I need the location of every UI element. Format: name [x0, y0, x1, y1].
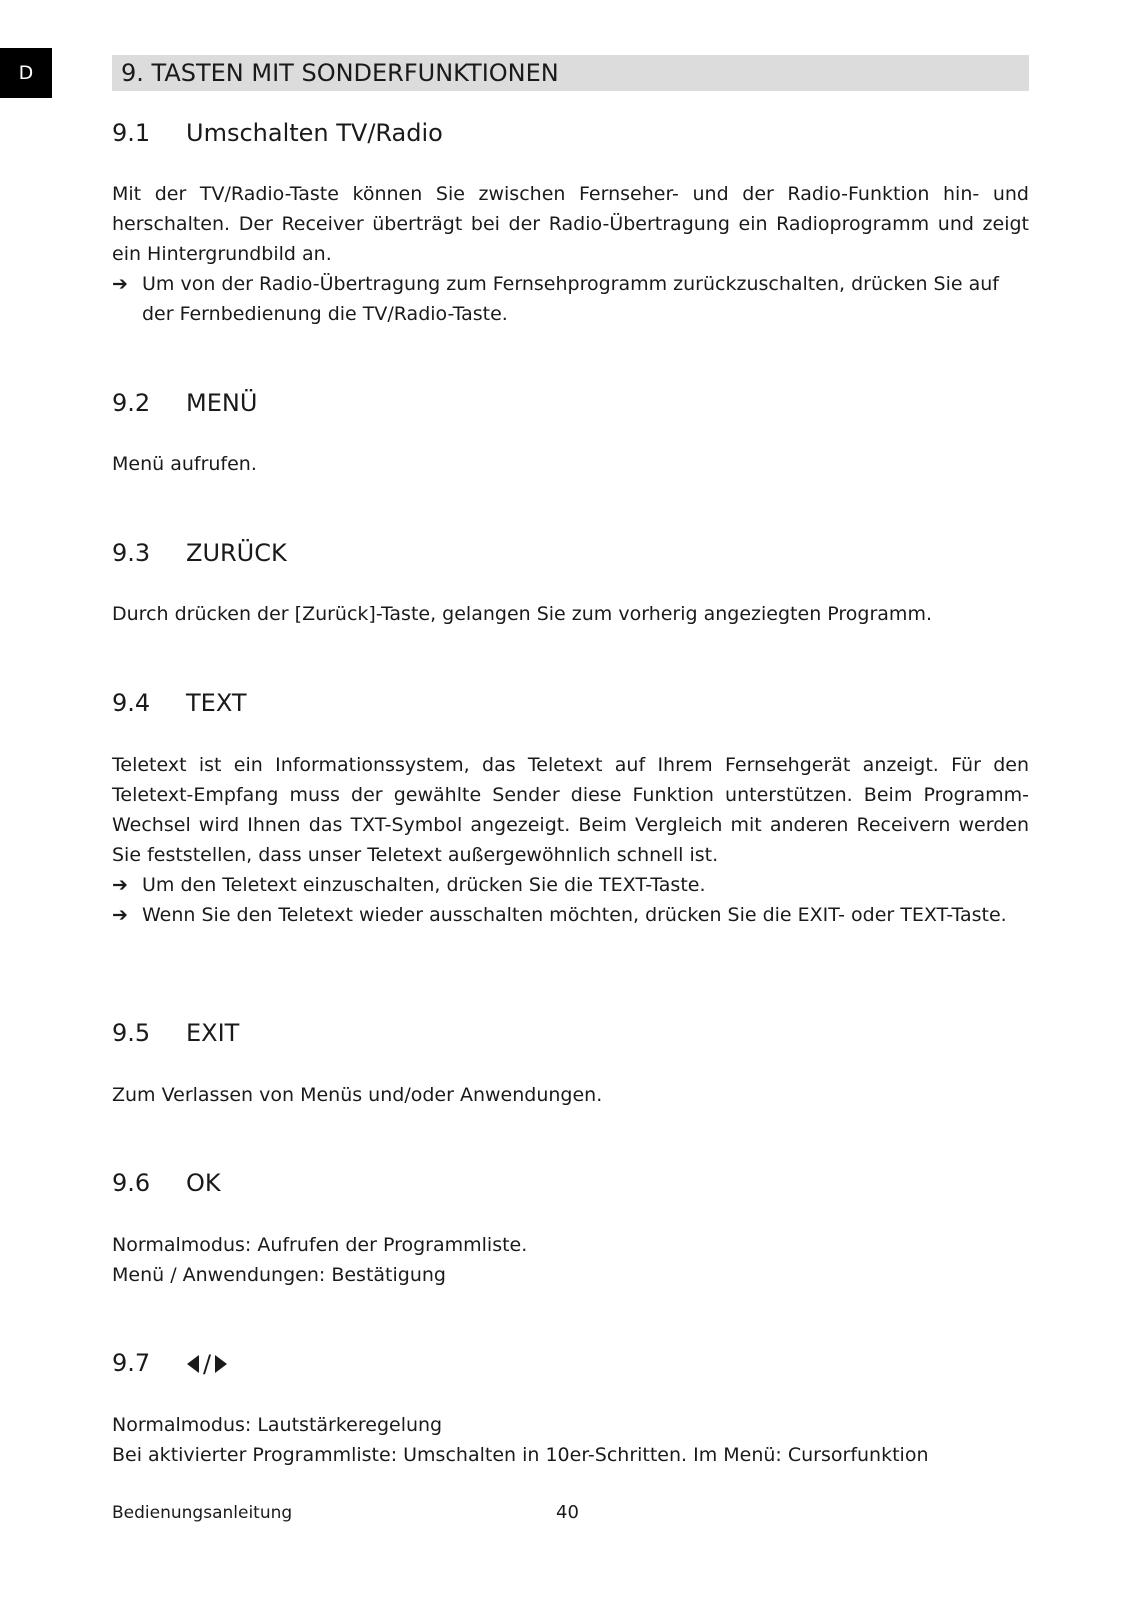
section-body-9-4 [112, 750, 1029, 930]
arrow-item-text: Wenn Sie den Teletext wieder ausschalten möchten, drücken Sie die EXIT- oder TEXT-Taste. [142, 904, 1007, 926]
chapter-title: 9. TASTEN MIT SONDERFUNKTIONEN [112, 55, 1029, 91]
section-title: ZURÜCK [186, 539, 287, 567]
paragraph: Menü aufrufen. [112, 453, 257, 475]
section-title: EXIT [186, 1019, 240, 1047]
section-number: 9.2 [112, 389, 151, 417]
language-tab: D [0, 48, 52, 98]
section-title: Umschalten TV/Radio [186, 119, 443, 147]
paragraph: Normalmodus: Lautstärkeregelung [112, 1414, 443, 1436]
arrow-right-icon: ➔ [112, 904, 128, 926]
section-heading-9-2 [112, 388, 257, 418]
section-body-9-2 [112, 449, 1029, 479]
arrow-item [112, 900, 1029, 930]
footer-title: Bedienungsanleitung [112, 1503, 293, 1523]
section-heading-9-7 [112, 1348, 228, 1379]
section-number: 9.1 [112, 119, 151, 147]
paragraph: Durch drücken der [Zurück]-Taste, gelangen Sie zum vorherig angeziegten Programm. [112, 603, 932, 625]
triangle-left-icon [186, 1354, 200, 1374]
section-number: 9.3 [112, 539, 151, 567]
section-number: 9.7 [112, 1349, 151, 1377]
section-heading-9-3 [112, 538, 287, 568]
arrow-right-icon: ➔ [112, 273, 128, 295]
paragraph: Menü / Anwendungen: Bestätigung [112, 1264, 446, 1286]
section-title: OK [186, 1169, 221, 1197]
page-number: 40 [556, 1502, 579, 1523]
section-title: MENÜ [186, 389, 258, 417]
paragraph: Normalmodus: Aufrufen der Programmliste. [112, 1234, 528, 1256]
section-heading-9-6 [112, 1168, 221, 1198]
arrow-item-text: Um von der Radio-Übertragung zum Fernsehprogramm zurückzuschalten, drücken Sie auf der Fernbedienung die TV/Radio-Taste. [142, 273, 999, 325]
section-number: 9.4 [112, 689, 151, 717]
section-body-9-6 [112, 1230, 1029, 1290]
section-title [186, 1349, 228, 1379]
section-title: TEXT [186, 689, 247, 717]
section-body-9-5 [112, 1080, 1029, 1110]
arrow-item [112, 269, 1029, 329]
arrow-item-text: Um den Teletext einzuschalten, drücken Sie die TEXT-Taste. [142, 874, 706, 896]
section-heading-9-4 [112, 688, 247, 718]
paragraph: Zum Verlassen von Menüs und/oder Anwendungen. [112, 1084, 603, 1106]
section-heading-9-1 [112, 118, 443, 148]
paragraph: Bei aktivierter Programmliste: Umschalten in 10er-Schritten. Im Menü: Cursorfunktion [112, 1444, 929, 1466]
section-heading-9-5 [112, 1018, 239, 1048]
section-body-9-3 [112, 599, 1029, 629]
arrow-item [112, 870, 1029, 900]
title-separator: / [203, 1350, 212, 1378]
section-body-9-7 [112, 1410, 1029, 1470]
triangle-right-icon [214, 1354, 228, 1374]
section-number: 9.6 [112, 1169, 151, 1197]
section-number: 9.5 [112, 1019, 151, 1047]
section-body-9-1 [112, 179, 1029, 329]
paragraph: Teletext ist ein Informationssystem, das Teletext auf Ihrem Fernsehgerät anzeigt. Für den Teletext-Empfang muss der gewählte Sender diese Funktion unterstützen. Beim Programm-Wechsel wird Ihnen das TXT-Symbol angezeigt. Beim Vergleich mit anderen Receivern werden Sie feststellen, dass unser Teletext außergewöhnlich schnell ist. [112, 754, 1029, 866]
arrow-right-icon: ➔ [112, 874, 128, 896]
paragraph: Mit der TV/Radio-Taste können Sie zwischen Fernseher- und der Radio-Funktion hin- und herschalten. Der Receiver überträgt bei der Radio-Übertragung ein Radioprogramm und zeigt ein Hintergrundbild an. [112, 183, 1029, 265]
